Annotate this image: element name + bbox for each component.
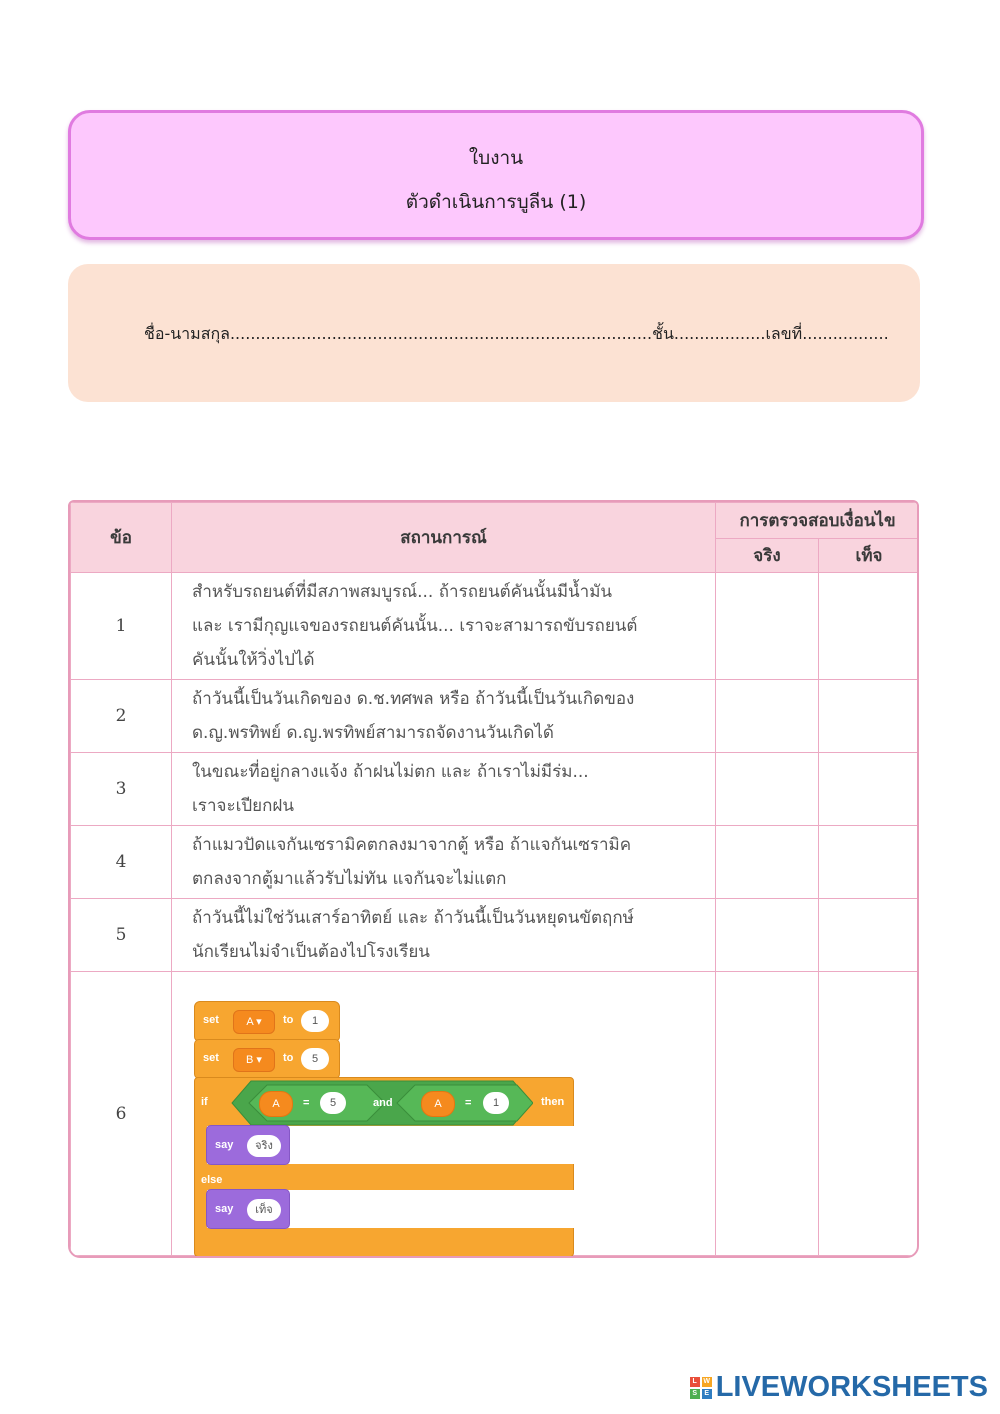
answer-cell-true[interactable] xyxy=(716,972,819,1256)
value-input[interactable]: 1 xyxy=(301,1010,329,1032)
else-keyword: else xyxy=(201,1173,223,1186)
header-false: เท็จ xyxy=(819,539,920,573)
variable-dropdown[interactable]: A ▾ xyxy=(233,1010,275,1034)
situation-text: ในขณะที่อยู่กลางแจ้ง ถ้าฝนไม่ตก และ ถ้าเราไม่มีร่ม... เราจะเปียกฝน xyxy=(172,753,716,826)
variable-reporter: A xyxy=(421,1091,455,1117)
answer-cell-false[interactable] xyxy=(819,753,920,826)
situation-text: ถ้าวันนี้ไม่ใช่วันเสาร์อาทิตย์ และ ถ้าวันนี้เป็นวันหยุดนขัตฤกษ์ นักเรียนไม่จำเป็นต้องไปโรงเรียน xyxy=(172,899,716,972)
situation-text: สำหรับรถยนต์ที่มีสภาพสมบูรณ์... ถ้ารถยนต์คันนั้นมีน้ำมัน และ เรามีกุญแจของรถยนต์คันนั้น... เราจะสามารถขับรถยนต์ คันนั้นให้วิ่งไปได้ xyxy=(172,573,716,680)
say-text-input[interactable]: จริง xyxy=(247,1135,281,1157)
row-number: 2 xyxy=(71,680,172,753)
row-number: 4 xyxy=(71,826,172,899)
liveworksheets-logo xyxy=(690,1371,988,1404)
situation-text: ถ้าวันนี้เป็นวันเกิดของ ด.ช.ทศพล หรือ ถ้าวันนี้เป็นวันเกิดของ ด.ญ.พรทิพย์ ด.ญ.พรทิพย์สามารถจัดงานวันเกิดได้ xyxy=(172,680,716,753)
header-number: ข้อ xyxy=(71,503,172,573)
table-row xyxy=(71,972,920,1256)
answer-cell-false[interactable] xyxy=(819,680,920,753)
answer-cell-true[interactable] xyxy=(716,573,819,680)
answer-cell-true[interactable] xyxy=(716,899,819,972)
variable-reporter: A xyxy=(259,1091,293,1117)
answer-cell-true[interactable] xyxy=(716,753,819,826)
answer-cell-true[interactable] xyxy=(716,826,819,899)
table-row xyxy=(71,573,920,680)
code-block-cell xyxy=(172,972,716,1256)
then-keyword: then xyxy=(541,1095,565,1108)
table-row xyxy=(71,826,920,899)
answer-cell-true[interactable] xyxy=(716,680,819,753)
value-input[interactable]: 5 xyxy=(320,1092,346,1114)
if-keyword: if xyxy=(201,1095,208,1108)
say-keyword: say xyxy=(215,1138,234,1151)
equals-operator: = xyxy=(303,1096,310,1109)
say-false-block xyxy=(206,1189,290,1229)
row-number: 1 xyxy=(71,573,172,680)
value-input[interactable]: 1 xyxy=(483,1092,509,1114)
title-box xyxy=(68,110,924,240)
and-keyword: and xyxy=(373,1096,393,1109)
student-info-line[interactable]: ชื่อ-นามสกุล...................................................................................ชั้น..................เลขที่................. xyxy=(144,324,889,343)
set-a-block xyxy=(194,1001,340,1041)
say-keyword: say xyxy=(215,1202,234,1215)
answer-cell-false[interactable] xyxy=(819,826,920,899)
worksheet-subtitle: ตัวดำเนินการบูลีน (1) xyxy=(405,191,587,213)
logo-icon: L W S E xyxy=(690,1377,712,1399)
to-keyword: to xyxy=(283,1051,294,1064)
header-true: จริง xyxy=(716,539,819,573)
value-input[interactable]: 5 xyxy=(301,1048,329,1070)
header-check: การตรวจสอบเงื่อนไข xyxy=(716,503,920,539)
row-number: 3 xyxy=(71,753,172,826)
variable-dropdown[interactable]: B ▾ xyxy=(233,1048,275,1072)
say-text-input[interactable]: เท็จ xyxy=(247,1199,281,1221)
header-situation: สถานการณ์ xyxy=(172,503,716,573)
brand-text: LIVEWORKSHEETS xyxy=(715,1371,988,1403)
if-else-block xyxy=(194,1077,574,1257)
table-row xyxy=(71,753,920,826)
worksheet-title: ใบงาน xyxy=(468,147,524,169)
to-keyword: to xyxy=(283,1013,294,1026)
set-keyword: set xyxy=(203,1051,219,1064)
equals-operator: = xyxy=(465,1096,472,1109)
set-b-block xyxy=(194,1039,340,1079)
set-keyword: set xyxy=(203,1013,219,1026)
table-row xyxy=(71,899,920,972)
answer-cell-false[interactable] xyxy=(819,899,920,972)
row-number: 5 xyxy=(71,899,172,972)
say-true-block xyxy=(206,1125,290,1165)
situation-table xyxy=(68,500,919,1258)
table-row xyxy=(71,680,920,753)
situation-text: ถ้าแมวปัดแจกันเซรามิคตกลงมาจากตู้ หรือ ถ้าแจกันเซรามิค ตกลงจากตู้มาแล้วรับไม่ทัน แจกันจะไม่แตก xyxy=(172,826,716,899)
row-number: 6 xyxy=(71,972,172,1256)
answer-cell-false[interactable] xyxy=(819,972,920,1256)
scratch-code-blocks xyxy=(194,979,584,1249)
answer-cell-false[interactable] xyxy=(819,573,920,680)
student-info-box xyxy=(68,264,920,402)
